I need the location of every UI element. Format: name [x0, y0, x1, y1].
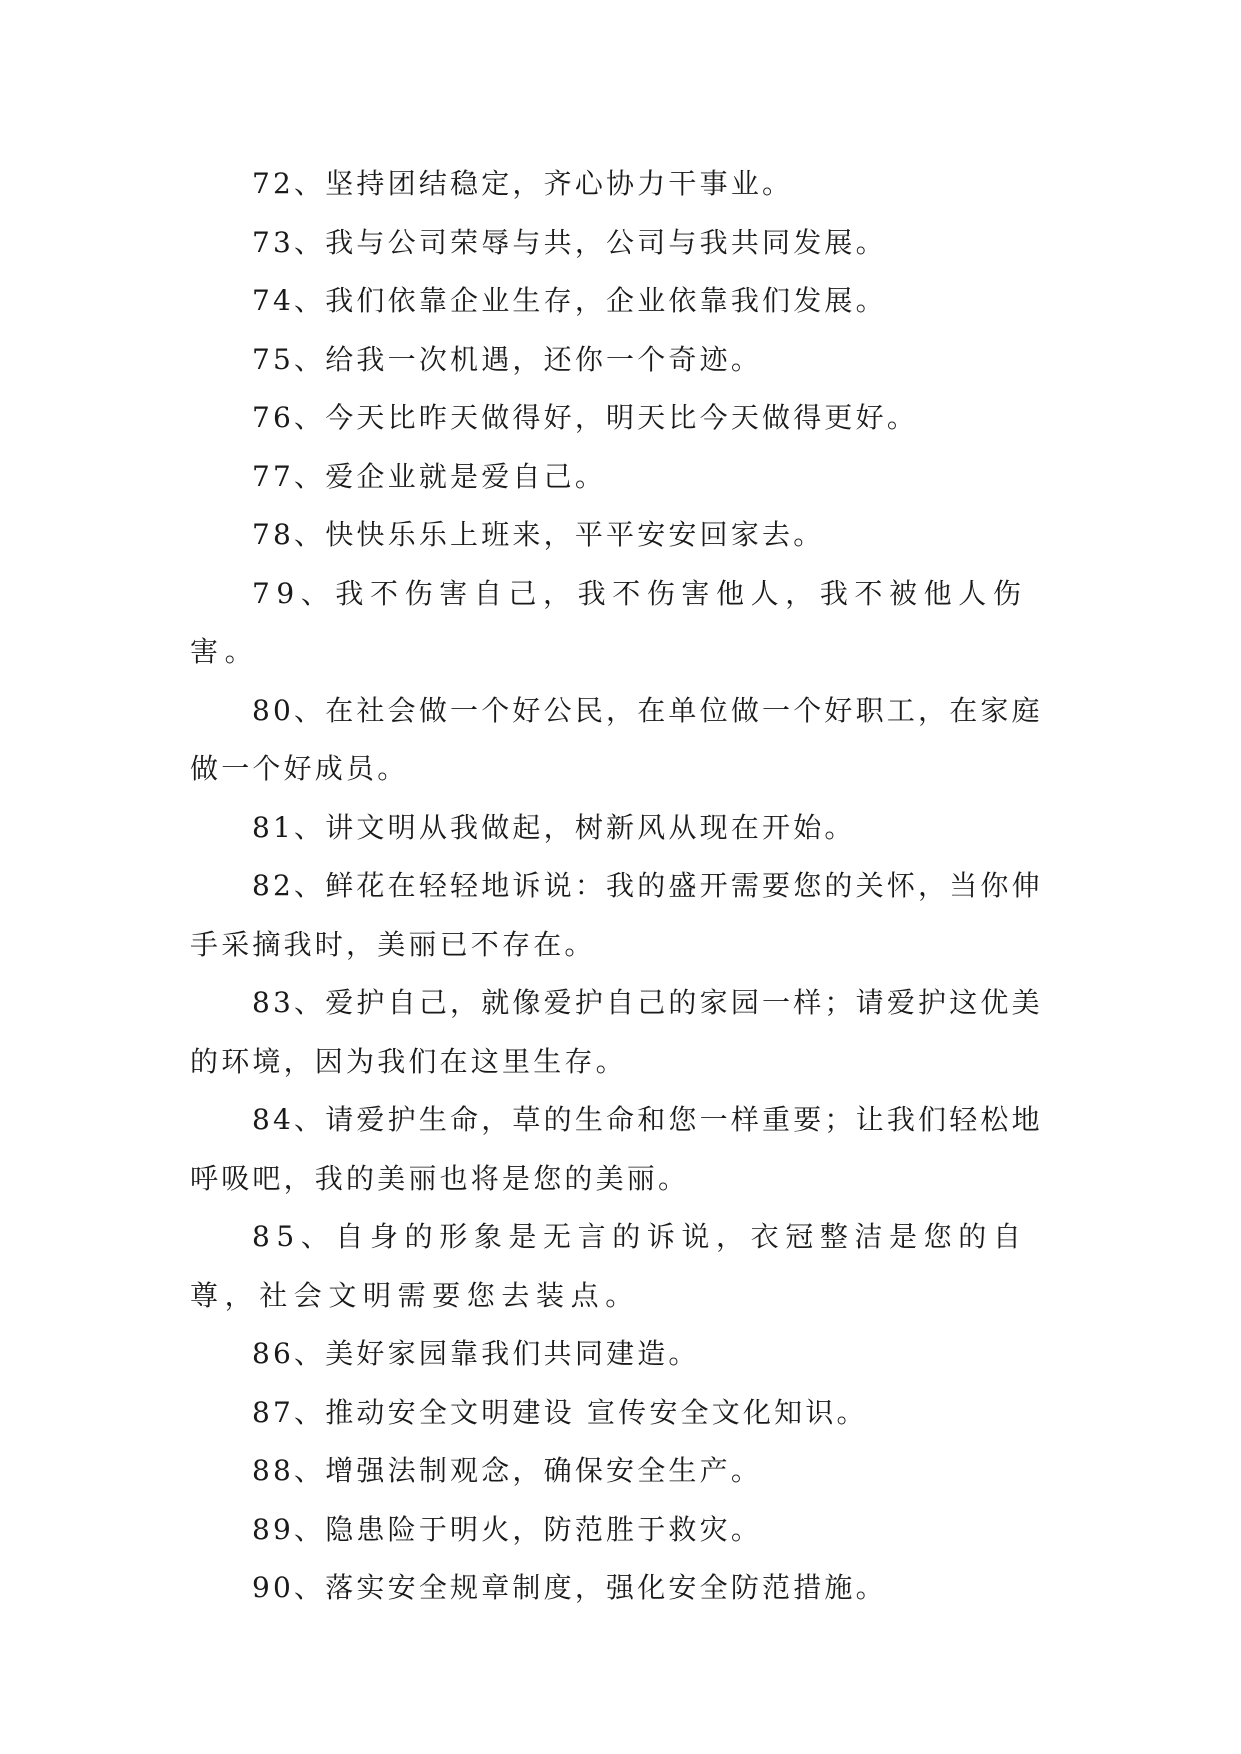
slogan-item: 79、我不伤害自己，我不伤害他人，我不被他人伤害。	[190, 576, 1028, 668]
slogan-item: 89、隐患险于明火，防范胜于救灾。	[252, 1512, 763, 1546]
slogan-item: 85、自身的形象是无言的诉说，衣冠整洁是您的自尊，社会文明需要您去装点。	[190, 1220, 1028, 1312]
slogan-item: 88、增强法制观念，确保安全生产。	[252, 1454, 763, 1487]
slogan-item: 76、今天比昨天做得好，明天比今天做得更好。	[252, 401, 919, 434]
slogan-item: 75、给我一次机遇，还你一个奇迹。	[252, 342, 763, 376]
slogan-item: 87、推动安全文明建设 宣传安全文化知识。	[252, 1395, 868, 1429]
slogan-item: 78、快快乐乐上班来，平平安安回家去。	[252, 518, 825, 551]
slogan-item: 77、爱企业就是爱自己。	[252, 459, 607, 493]
slogan-list	[190, 155, 1050, 1618]
slogan-item: 86、美好家园靠我们共同建造。	[252, 1337, 700, 1370]
slogan-item: 83、爱护自己，就像爱护自己的家园一样；请爱护这优美的环境，因为我们在这里生存。	[190, 986, 1043, 1078]
slogan-item: 90、落实安全规章制度，强化安全防范措施。	[252, 1571, 887, 1604]
slogan-item: 72、坚持团结稳定，齐心协力干事业。	[252, 167, 794, 200]
slogan-item: 80、在社会做一个好公民，在单位做一个好职工，在家庭做一个好成员。	[190, 693, 1043, 785]
slogan-item: 84、请爱护生命，草的生命和您一样重要；让我们轻松地呼吸吧，我的美丽也将是您的美丽。	[190, 1103, 1043, 1195]
slogan-item: 73、我与公司荣辱与共，公司与我共同发展。	[252, 225, 887, 259]
slogan-item: 81、讲文明从我做起，树新风从现在开始。	[252, 810, 856, 844]
slogan-item: 74、我们依靠企业生存，企业依靠我们发展。	[252, 284, 887, 317]
slogan-item: 82、鲜花在轻轻地诉说：我的盛开需要您的关怀，当你伸手采摘我时，美丽已不存在。	[190, 869, 1043, 961]
